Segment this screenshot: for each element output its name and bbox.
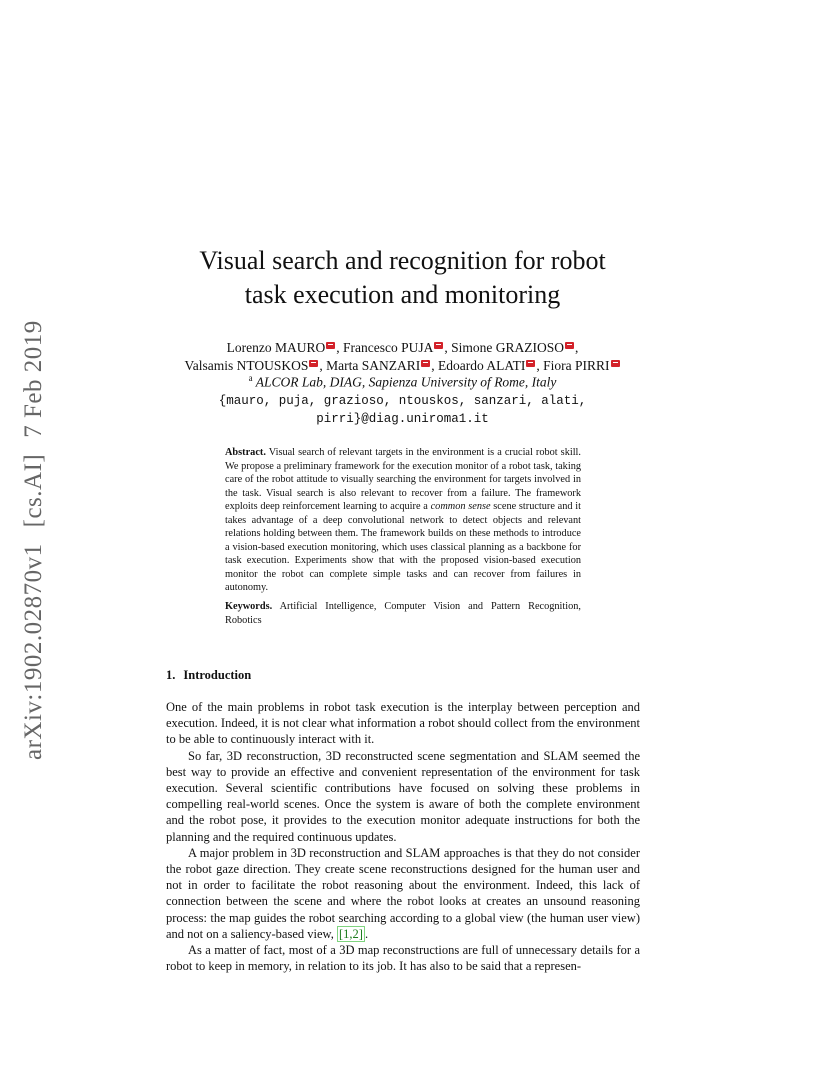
paragraph [166, 845, 640, 942]
author-name: Valsamis NTOUSKOS [184, 358, 309, 373]
title-line-2: task execution and monitoring [244, 280, 561, 309]
author-name: Simone GRAZIOSO [451, 340, 564, 355]
author-list: Lorenzo MAURO , Francesco PUJA , Simone GRAZIOSO , Valsamis NTOUSKOS , Marta SANZARI , Edoardo ALATI , Fiora PIRRI [140, 339, 665, 375]
arxiv-category: [cs.AI] [20, 453, 47, 528]
section-heading [166, 668, 259, 683]
paragraph: One of the main problems in robot task execution is the interplay between perception and execution. Indeed, it is not clear what information a robot should collect from the environment to be able to continuously interact with it. [166, 700, 640, 747]
keywords-text: Artificial Intelligence, Computer Vision and Pattern Recognition, Robotics [225, 601, 581, 626]
orcid-icon[interactable] [309, 360, 318, 367]
abstract-text-1: Visual search of relevant targets in the environment is a crucial robot skill. We propose a preliminary framework for the execution monitor of a robot task, taking care of the robot attitude to visually searching the environment for targets involved in the task. Visual search is also relevant to recover from a failure. The framework exploits deep reinforcement learning to acquire a [225, 447, 581, 512]
affiliation-text: ALCOR Lab, DIAG, Sapienza University of Rome, Italy [255, 374, 557, 390]
abstract-label: Abstract. [225, 447, 266, 458]
author-emails [140, 392, 665, 428]
title-line-1: Visual search and recognition for robot [199, 246, 606, 275]
author-name: Fiora PIRRI [543, 358, 610, 373]
paragraph-end: . [364, 926, 369, 941]
author-name: Edoardo ALATI [438, 358, 526, 373]
orcid-icon[interactable] [565, 342, 574, 349]
author-name: Francesco PUJA [342, 340, 434, 355]
orcid-icon[interactable] [611, 360, 620, 367]
orcid-icon[interactable] [526, 360, 535, 367]
paper-title [120, 244, 685, 312]
affiliation-mark: a [248, 373, 253, 383]
citation-link[interactable]: [1,2] [339, 926, 363, 941]
paragraph: So far, 3D reconstruction, 3D reconstructed scene segmentation and SLAM seemed the best way to provide an effective and convenient representation of the environment for task execution. Several scientific contributions have focused on solving these problems in compelling real-world scenes. Once the system is aware of both the complete environment and the robot pose, it provides to the execution monitor adequate instructions for both the planning and the required continuous updates. [166, 748, 640, 844]
abstract [225, 446, 581, 595]
author-name: Marta SANZARI [326, 358, 421, 373]
orcid-icon[interactable] [434, 342, 443, 349]
paragraph-text: A major problem in 3D reconstruction and SLAM approaches is that they do not consider the robot gaze direction. They create scene reconstructions designed for the human user and not in order to facilitate the robot reasoning about the environment. Indeed, this lack of connection between the scene and where the robot looks at creates an unsound reasoning process: the map guides the robot searching according to a global view (the human user view) and not on a saliency-based view, [166, 845, 640, 941]
orcid-icon[interactable] [421, 360, 430, 367]
keywords [225, 600, 581, 627]
abstract-text-2: scene structure and it takes advantage of a deep convolutional network to detect objects and relevant relations holding between them. The framework builds on these methods to introduce a vision-based execution monitoring, which uses classical planning as a backbone for task execution. Experiments show that with the proposed vision-based execution monitor the robot can complete simple tasks and can recover from failures in autonomy. [225, 501, 582, 593]
arxiv-date: 7 Feb 2019 [20, 320, 47, 438]
abstract-emphasis: common sense [430, 501, 491, 512]
arxiv-id[interactable]: arXiv:1902.02870v1 [20, 543, 47, 760]
author-name: Lorenzo MAURO [226, 340, 326, 355]
emails-line-1: {mauro, puja, grazioso, ntouskos, sanzari, alati, [218, 394, 587, 408]
orcid-icon[interactable] [326, 342, 335, 349]
section-number: 1. [166, 668, 176, 682]
emails-line-2: pirri}@diag.uniroma1.it [316, 412, 489, 426]
keywords-label: Keywords. [225, 601, 273, 612]
section-title: Introduction [183, 668, 252, 682]
body-text [166, 699, 640, 974]
affiliation [140, 373, 665, 391]
paragraph: As a matter of fact, most of a 3D map reconstructions are full of unnecessary details for a robot to keep in memory, in relation to its job. It has also to be said that a represen- [166, 943, 640, 974]
arxiv-sidebar-stamp [20, 304, 48, 760]
